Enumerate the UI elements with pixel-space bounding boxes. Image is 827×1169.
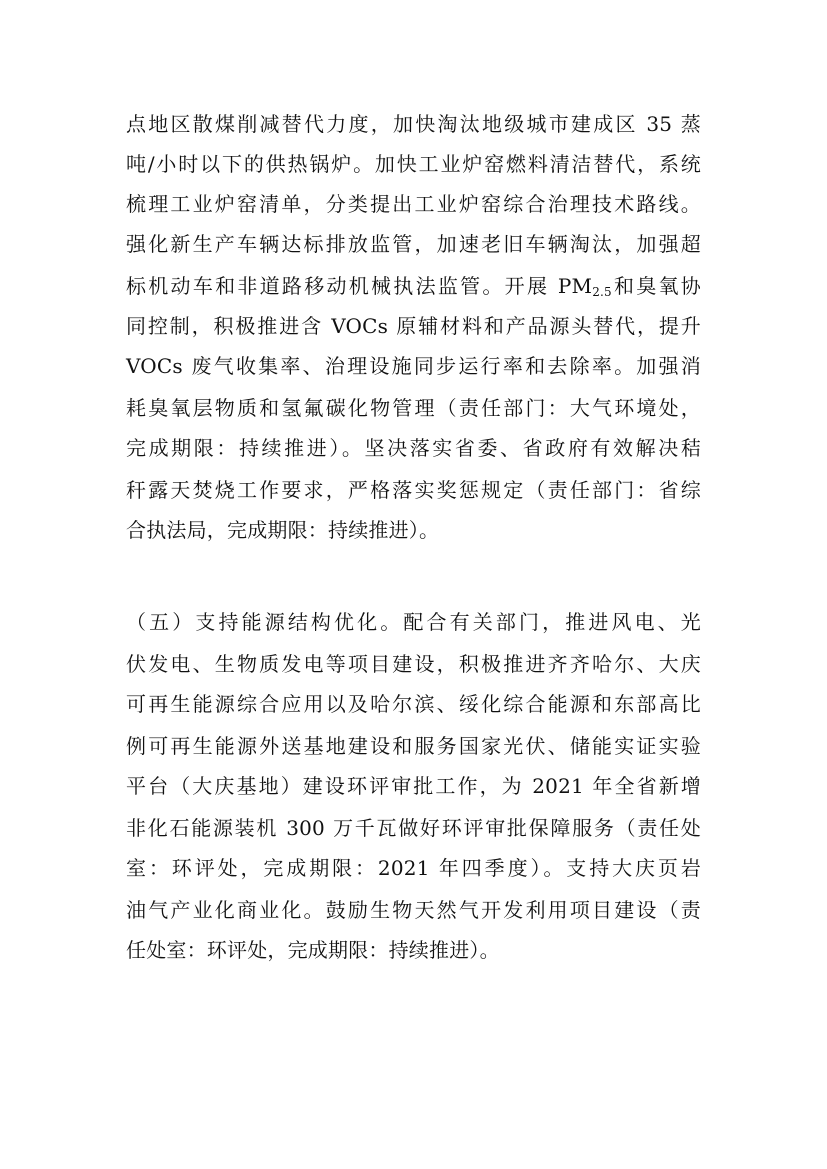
- pm-text: 标机动车和非道路移动机械执法监管。开展 PM: [126, 274, 593, 298]
- text-line: 强化新生产车辆达标排放监管，加速老旧车辆淘汰，加强超: [126, 232, 701, 256]
- text-line: VOCs 废气收集率、治理设施同步运行率和去除率。加强消: [126, 354, 701, 378]
- text-line: 点地区散煤削减替代力度，加快淘汰地级城市建成区 35 蒸: [126, 112, 701, 136]
- text-line: 可再生能源综合应用以及哈尔滨、绥化综合能源和东部高比: [126, 692, 701, 716]
- text-line: 伏发电、生物质发电等项目建设，积极推进齐齐哈尔、大庆: [126, 652, 701, 676]
- text-line: 合执法局，完成期限：持续推进）。: [126, 518, 440, 542]
- text-line: 秆露天焚烧工作要求，严格落实奖惩规定（责任部门：省综: [126, 478, 701, 502]
- text-line: 完成期限：持续推进）。坚决落实省委、省政府有效解决秸: [126, 436, 701, 460]
- text-line: 例可再生能源外送基地建设和服务国家光伏、储能实证实验: [126, 734, 701, 758]
- text-line-heading: （五）支持能源结构优化。配合有关部门，推进风电、光: [126, 610, 701, 634]
- text-line: 任处室：环评处，完成期限：持续推进）。: [126, 938, 500, 962]
- text-line: 吨/小时以下的供热锅炉。加快工业炉窑燃料清洁替代，系统: [126, 152, 701, 176]
- text-line: 非化石能源装机 300 万千瓦做好环评审批保障服务（责任处: [126, 816, 701, 840]
- text-line: 耗臭氧层物质和氢氟碳化物管理（责任部门：大气环境处，: [126, 396, 701, 420]
- text-line: 平台（大庆基地）建设环评审批工作，为 2021 年全省新增: [126, 774, 701, 798]
- text-line: 同控制，积极推进含 VOCs 原辅材料和产品源头替代，提升: [126, 314, 701, 338]
- pm-subscript: 2.5: [592, 285, 612, 299]
- text-line-pm: [126, 266, 701, 306]
- pm-tail-text: 和臭氧协: [611, 274, 701, 298]
- text-line: 梳理工业炉窑清单，分类提出工业炉窑综合治理技术路线。: [126, 192, 701, 216]
- text-line: 室：环评处，完成期限：2021 年四季度）。支持大庆页岩: [126, 856, 701, 880]
- text-line: 油气产业化商业化。鼓励生物天然气开发利用项目建设（责: [126, 898, 701, 922]
